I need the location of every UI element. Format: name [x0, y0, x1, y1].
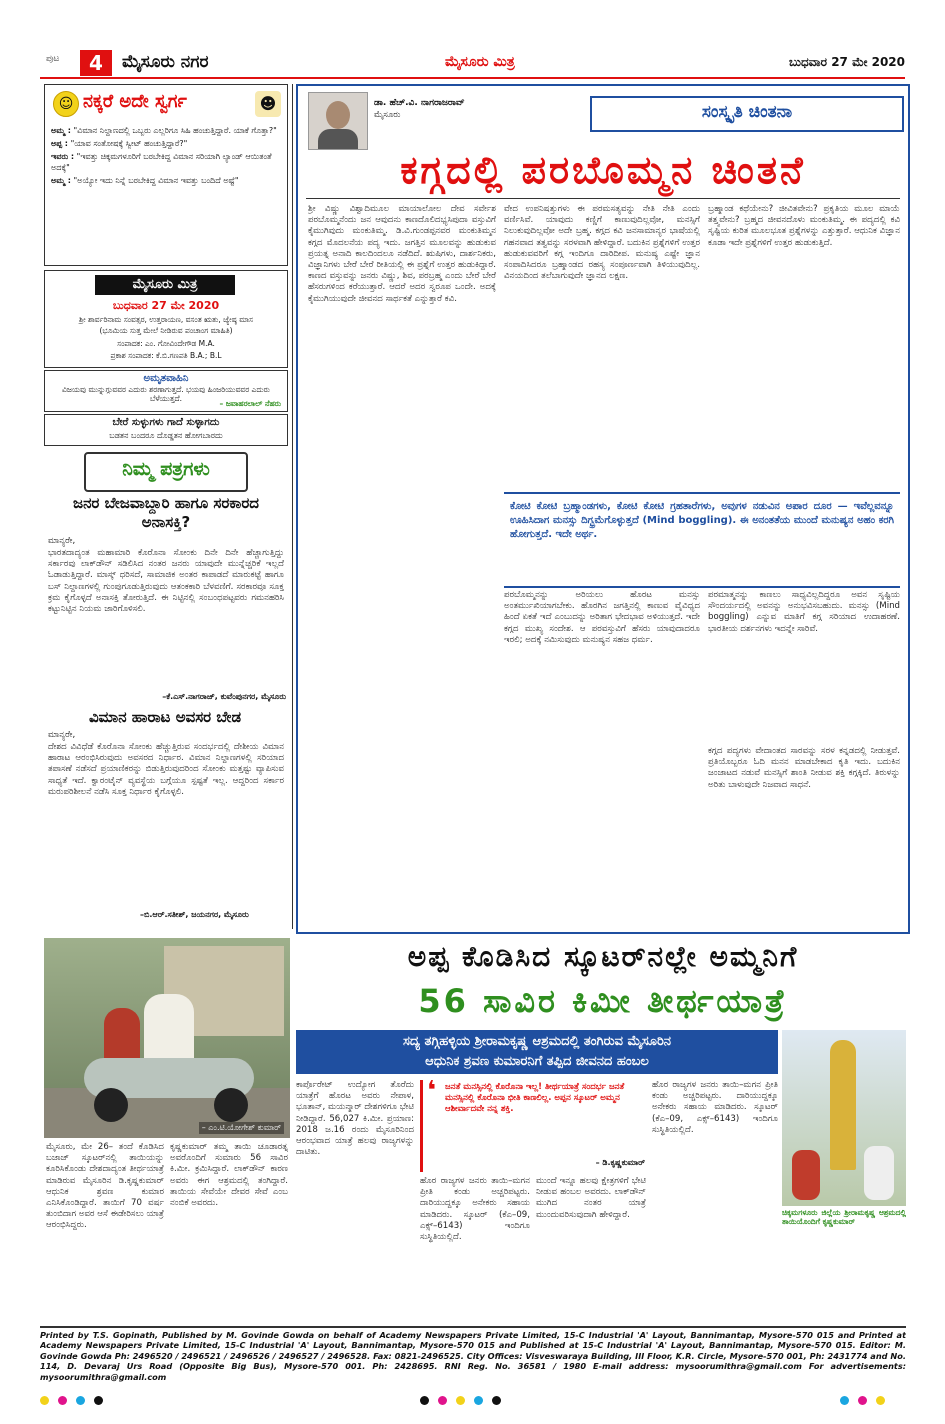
- left-column: [44, 84, 290, 804]
- photo-wheel: [94, 1088, 128, 1122]
- scooter-col-4: ಹೊರ ರಾಜ್ಯಗಳ ಜನರು ತಾಯಿ–ಮಗನ ಪ್ರೀತಿ ಕಂಡು ಅಚ್ಚರಿಪಟ್ಟರು. ದಾರಿಯುದ್ದಕ್ಕೂ ಅನೇಕರು ಸಹಾಯ ಮಾಡಿದರು. ಸ್ಕೂಟರ್ (ಕೆಎ–09, ಎಕ್ಸ್–6143) ಇಂದಿಗೂ ಸುಸ್ಥಿತಿಯಲ್ಲಿದೆ.: [420, 1176, 530, 1243]
- amrutavahini-title: ಅಮೃತವಾಹಿನಿ: [143, 373, 189, 384]
- author-photo: [308, 92, 368, 150]
- registration-dot: [492, 1396, 501, 1405]
- cartoon-icon: ☻: [255, 91, 281, 117]
- scooter-quote-author: – ಡಿ.ಕೃಷ್ಣಕುಮಾರ್: [595, 1158, 645, 1167]
- section-name: ಮೈಸೂರು ನಗರ: [122, 52, 209, 72]
- avatar-head: [326, 101, 350, 129]
- registration-dot: [840, 1396, 849, 1405]
- registration-dots-left: [40, 1390, 112, 1409]
- letter2-salute: ಮಾನ್ಯರೇ,: [48, 730, 76, 740]
- registration-dot: [76, 1396, 85, 1405]
- author-city: ಮೈಸೂರು: [374, 110, 401, 120]
- scooter-subhead-band: [296, 1030, 778, 1074]
- joke-box-title: ನಕ್ಕರೆ ಅದೇ ಸ್ವರ್ಗ: [83, 91, 187, 112]
- scooter-headline-line2: 56 ಸಾವಿರ ಕಿಮೀ ತೀರ್ಥಯಾತ್ರೆ: [418, 982, 788, 1020]
- info-box-date: ಬುಧವಾರ 27 ಮೇ 2020: [112, 299, 220, 312]
- feature-col-5: ಪರಮಾತ್ಮನನ್ನು ಕಾಣಲು ಸಾಧ್ಯವಿಲ್ಲದಿದ್ದರೂ ಅವನ ಸೃಷ್ಟಿಯ ಸೌಂದರ್ಯದಲ್ಲಿ ಅವನನ್ನು ಅನುಭವಿಸಬಹುದು. ಮನಸ್ಸು (Mind boggling) ಎನ್ನುವ ಮಾತಿಗೆ ಕಗ್ಗ ಸರಿಯಾದ ಉದಾಹರಣೆ. ಭಾರತೀಯ ದರ್ಶನಗಳು ಇದನ್ನೇ ಸಾರಿವೆ.: [708, 590, 900, 634]
- scooter-quote-text: ಜನತೆ ಮನಸ್ಸಿನಲ್ಲಿ ಕೊರೊನಾ ಇಲ್ಲ! ತೀರ್ಥಯಾತ್ರೆ ಸಂದರ್ಭ ಜನತೆ ಮನಸ್ಸಿನಲ್ಲಿ ಕೊರೊನಾ ಭೀತಿ ಕಾಣಲಿಲ್ಲ. ಅಪ್ಪನ ಸ್ಕೂಟರ್ ಅಮ್ಮನ ಆಶೀರ್ವಾದವೇ ನನ್ನ ಶಕ್ತಿ.: [445, 1082, 625, 1114]
- letter2-body: ದೇಶದ ವಿವಿಧೆಡೆ ಕೊರೊನಾ ಸೋಂಕು ಹೆಚ್ಚುತ್ತಿರುವ ಸಂದರ್ಭದಲ್ಲಿ ದೇಶೀಯ ವಿಮಾನ ಹಾರಾಟ ಆರಂಭಿಸಿರುವುದು ಅವಸರದ ನಿರ್ಧಾರ. ವಿಮಾನ ನಿಲ್ದಾಣಗಳಲ್ಲಿ ಸರಿಯಾದ ತಪಾಸಣೆ ನಡೆಸದೆ ಪ್ರಯಾಣಿಕರನ್ನು ಬಿಡುತ್ತಿರುವುದರಿಂದ ಸೋಂಕು ಮತ್ತಷ್ಟು ವ್ಯಾಪಿಸುವ ಸಾಧ್ಯತೆ ಇದೆ. ಕ್ವಾರಂಟೈನ್ ವ್ಯವಸ್ಥೆಯ ಬಗ್ಗೆಯೂ ಸ್ಪಷ್ಟತೆ ಇಲ್ಲ. ಆದ್ದರಿಂದ ಸರ್ಕಾರ ಮರುಪರಿಶೀಲನೆ ನಡೆಸಿ ಸೂಕ್ತ ನಿರ್ಧಾರ ಕೈಗೊಳ್ಳಲಿ.: [48, 742, 284, 797]
- info-box: [44, 270, 288, 368]
- registration-dot: [420, 1396, 429, 1405]
- author-name: ಡಾ. ಹೆಚ್.ವಿ. ನಾಗರಾಜರಾವ್: [374, 98, 465, 108]
- scooter-col-2: ಕೃಷ್ಣಕುಮಾರ್ ತಮ್ಮ ತಾಯಿ ಚೂಡಾರತ್ನ ಅವರೊಂದಿಗೆ ಸುಮಾರು 56 ಸಾವಿರ ಕಿ.ಮೀ. ಕ್ರಮಿಸಿದ್ದಾರೆ. ಲಾಕ್‌ಡೌನ್ ಕಾರಣ ಅವರು ಈಗ ಆಶ್ರಮದಲ್ಲಿ ತಂಗಿದ್ದಾರೆ. ತಾಯಿಯ ಸೇವೆಯೇ ದೇವರ ಸೇವೆ ಎಂಬ ನಂಬಿಕೆ ಅವರದು.: [170, 1142, 288, 1209]
- column-divider: [292, 84, 293, 929]
- scooter-headline-line1: ಅಪ್ಪ ಕೊಡಿಸಿದ ಸ್ಕೂಟರ್‌ನಲ್ಲೇ ಅಮ್ಮನಿಗೆ: [407, 940, 799, 973]
- letter1-salute: ಮಾನ್ಯರೇ,: [48, 536, 76, 546]
- joke-line: ಅಮ್ಮ : "ವಿಮಾನ ನಿಲ್ದಾಣದಲ್ಲಿ ಒಬ್ಬರು ಎಲ್ಲರಿಗೂ ಸಿಹಿ ಹಂಚುತ್ತಿದ್ದಾರೆ. ಯಾಕೆ ಗೊತ್ತಾ?": [51, 126, 277, 135]
- joke-box: [44, 84, 288, 266]
- laugh-emoji-icon: ☺: [53, 91, 79, 117]
- registration-dot: [474, 1396, 483, 1405]
- photo-people: [864, 1146, 894, 1200]
- letter1-body: ಭಾರತದಾದ್ಯಂತ ಮಹಾಮಾರಿ ಕೊರೊನಾ ಸೋಂಕು ದಿನೇ ದಿನೇ ಹೆಚ್ಚಾಗುತ್ತಿದ್ದು ಸರ್ಕಾರವು ಲಾಕ್‌ಡೌನ್ ಸಡಿಲಿಸಿದ ನಂತರ ಜನರು ಯಾವುದೇ ಮುನ್ನೆಚ್ಚರಿಕೆ ಇಲ್ಲದೆ ಓಡಾಡುತ್ತಿದ್ದಾರೆ. ಮಾಸ್ಕ್ ಧರಿಸದೆ, ಸಾಮಾಜಿಕ ಅಂತರ ಕಾಪಾಡದೆ ಮಾರುಕಟ್ಟೆ ಹಾಗೂ ಬಸ್ ನಿಲ್ದಾಣಗಳಲ್ಲಿ ಗುಂಪುಗೂಡುತ್ತಿರುವುದು ಆತಂಕಕಾರಿ ಬೆಳವಣಿಗೆ. ಸರಕಾರವೂ ಸೂಕ್ತ ಕ್ರಮ ಕೈಗೊಳ್ಳದೆ ಅನಾಸಕ್ತಿ ತೋರುತ್ತಿದೆ. ಈ ನಿಟ್ಟಿನಲ್ಲಿ ಸಂಬಂಧಪಟ್ಟವರು ಗಮನಹರಿಸಿ ಕಟ್ಟುನಿಟ್ಟಿನ ನಿಯಮ ಜಾರಿಗೊಳಿಸಲಿ.: [48, 548, 284, 615]
- registration-dots-right: [840, 1390, 894, 1409]
- scooter-subhead-line1: ಸದ್ಯ ತಗ್ಗಿಹಳ್ಳಿಯ ಶ್ರೀರಾಮಕೃಷ್ಣ ಆಶ್ರಮದಲ್ಲಿ ತಂಗಿರುವ ಮೈಸೂರಿನ: [402, 1034, 672, 1049]
- photo-wheel: [214, 1088, 248, 1122]
- paper-name-header: ಮೈಸೂರು ಮಿತ್ರ: [445, 54, 515, 70]
- registration-dot: [438, 1396, 447, 1405]
- avatar-body: [318, 129, 358, 149]
- amrutavahini-box: [44, 370, 288, 412]
- joke-line: ಅಮ್ಮ : "ಅಯ್ಯೋ ಇದು ನಿನ್ನೆ ಬರಬೇಕಿದ್ದ ವಿಮಾನ ಇವತ್ತು ಬಂದಿದೆ ಅಷ್ಟೆ": [51, 176, 239, 185]
- page-number: 4: [80, 50, 112, 76]
- photo-people: [792, 1150, 820, 1200]
- page-label: ಪುಟ: [46, 54, 60, 64]
- masthead-rule: [40, 77, 905, 79]
- scooter-col-1: ಮೈಸೂರು, ಮೇ 26– ತಂದೆ ಕೊಡಿಸಿದ ಬಜಾಜ್ ಸ್ಕೂಟರ್‌ನಲ್ಲಿ ತಾಯಿಯನ್ನು ಕೂರಿಸಿಕೊಂಡು ದೇಶದಾದ್ಯಂತ ತೀರ್ಥಯಾತ್ರೆ ಮಾಡಿರುವ ಮೈಸೂರಿನ ಡಿ.ಕೃಷ್ಣಕುಮಾರ್ ಆಧುನಿಕ ಶ್ರವಣ ಕುಮಾರ ಎನಿಸಿಕೊಂಡಿದ್ದಾರೆ. ತಾಯಿಗೆ 70 ವರ್ಷ ತುಂಬಿದಾಗ ಅವರ ಆಸೆ ಈಡೇರಿಸಲು ಯಾತ್ರೆ ಆರಂಭಿಸಿದ್ದರು.: [46, 1142, 164, 1231]
- photo-credit: – ಎಂ.ಟಿ.ಯೋಗೇಶ್ ಕುಮಾರ್: [199, 1122, 284, 1134]
- scooter-col-3: ಕಾರ್ಪೊರೇಟ್ ಉದ್ಯೋಗ ತೊರೆದು ಯಾತ್ರೆಗೆ ಹೊರಟ ಅವರು ನೇಪಾಳ, ಭೂತಾನ್, ಮಯನ್ಮಾರ್ ದೇಶಗಳಿಗೂ ಭೇಟಿ ನೀಡಿದ್ದಾರೆ. 56,027 ಕಿ.ಮೀ. ಪ್ರಯಾಣ: 2018 ಜ.16 ರಂದು ಮೈಸೂರಿನಿಂದ ಆರಂಭವಾದ ಯಾತ್ರೆ ಹಲವು ರಾಜ್ಯಗಳನ್ನು ದಾಟಿತು.: [296, 1080, 414, 1158]
- feature-headline: ಕಗ್ಗದಲ್ಲಿ ಪರಬೊಮ್ಮನ ಚಿಂತನೆ: [400, 148, 806, 192]
- feature-col-3: ಪರಬೊಮ್ಮನನ್ನು ಅರಿಯಲು ಹೊರಟ ಮನಸ್ಸು ಅಂತರ್ಮುಖಿಯಾಗಬೇಕು. ಹೊರಗಿನ ಜಗತ್ತಿನಲ್ಲಿ ಕಾಣುವ ವೈವಿಧ್ಯದ ಹಿಂದೆ ಏಕತೆ ಇದೆ ಎಂಬುದನ್ನು ಅರಿತಾಗ ಭೇದಭಾವ ಅಳಿಯುತ್ತದೆ. ಇದೇ ಕಗ್ಗದ ಮುಖ್ಯ ಸಂದೇಶ. ಆ ಪರವಸ್ತುವಿಗೆ ಹೆಸರು ಯಾವುದಾದರೂ ಇರಲಿ; ಅದಕ್ಕೆ ನಮಿಸುವುದು ಮನುಷ್ಯನ ಸಹಜ ಧರ್ಮ.: [504, 590, 700, 645]
- scooter-col-6: ಹೊರ ರಾಜ್ಯಗಳ ಜನರು ತಾಯಿ–ಮಗನ ಪ್ರೀತಿ ಕಂಡು ಅಚ್ಚರಿಪಟ್ಟರು. ದಾರಿಯುದ್ದಕ್ಕೂ ಅನೇಕರು ಸಹಾಯ ಮಾಡಿದರು. ಸ್ಕೂಟರ್ (ಕೆಎ–09, ಎಕ್ಸ್–6143) ಇಂದಿಗೂ ಸುಸ್ಥಿತಿಯಲ್ಲಿದೆ.: [652, 1080, 778, 1135]
- registration-dot: [94, 1396, 103, 1405]
- registration-dot: [876, 1396, 885, 1405]
- letters-banner-text: ನಿಮ್ಮ ಪತ್ರಗಳು: [122, 458, 210, 480]
- registration-dot: [58, 1396, 67, 1405]
- scooter-photo: [44, 938, 290, 1138]
- headline-rule: [306, 198, 900, 199]
- ashram-photo-caption: ಚಿಕ್ಕಮಗಳೂರು ಜಿಲ್ಲೆಯ ಶ್ರೀರಾಮಕೃಷ್ಣ ಆಶ್ರಮದಲ್ಲಿ ತಾಯಿಯೊಂದಿಗೆ ಕೃಷ್ಣಕುಮಾರ್: [782, 1208, 906, 1226]
- date-header: ಬುಧವಾರ 27 ಮೇ 2020: [789, 55, 905, 69]
- registration-dot: [858, 1396, 867, 1405]
- saying-text: ಬಡತನ ಬಂದರೂ ದೊಡ್ಡತನ ಹೋಗಬಾರದು: [109, 431, 223, 440]
- feature-col-2: ವೇದ ಉಪನಿಷತ್ತುಗಳು ಈ ಪರಮಸತ್ಯವನ್ನು ನೇತಿ ನೇತಿ ಎಂದು ವರ್ಣಿಸಿವೆ. ಯಾವುದು ಕಣ್ಣಿಗೆ ಕಾಣುವುದಿಲ್ಲವೋ, ಮನಸ್ಸಿಗೆ ನಿಲುಕುವುದಿಲ್ಲವೋ ಅದೇ ಬ್ರಹ್ಮ. ಕಗ್ಗದ ಕವಿ ಜನಸಾಮಾನ್ಯರ ಭಾಷೆಯಲ್ಲಿ ಗಹನವಾದ ತತ್ವವನ್ನು ಸರಳವಾಗಿ ಹೇಳಿದ್ದಾರೆ. ಬದುಕಿನ ಪ್ರಶ್ನೆಗಳಿಗೆ ಉತ್ತರ ಹುಡುಕುವವರಿಗೆ ಕಗ್ಗ ಇಂದಿಗೂ ದಾರಿದೀಪ. ಮನುಷ್ಯ ಎಷ್ಟೇ ಜ್ಞಾನ ಸಂಪಾದಿಸಿದರೂ ಬ್ರಹ್ಮಾಂಡದ ರಹಸ್ಯ ಸಂಪೂರ್ಣವಾಗಿ ತಿಳಿಯುವುದಿಲ್ಲ. ವಿನಯದಿಂದ ತಲೆಬಾಗುವುದೇ ಜ್ಞಾನದ ಲಕ್ಷಣ.: [504, 204, 700, 282]
- letter1-author: –ಕೆ.ಎಸ್.ನಾಗರಾಜ್, ಕುವೆಂಪುನಗರ, ಮೈಸೂರು: [162, 692, 286, 701]
- column-name: ಸಂಸ್ಕೃತಿ ಚಿಂತನಾ: [701, 102, 793, 122]
- scooter-quote-box: [420, 1076, 649, 1172]
- letter2-author: –ಬಿ.ಆರ್.ಸತೀಶ್, ಜಯನಗರ, ಮೈಸೂರು: [140, 910, 249, 919]
- registration-dots-center: [420, 1390, 510, 1409]
- registration-dot: [40, 1396, 49, 1405]
- letters-banner: [84, 452, 248, 492]
- amrutavahini-author: – ಜವಾಹರಲಾಲ್ ನೆಹರು: [219, 399, 281, 408]
- footer-rule: [40, 1326, 906, 1328]
- letter2-title: ವಿಮಾನ ಹಾರಾಟ ಅವಸರ ಬೇಡ: [88, 708, 242, 726]
- joke-lines: [51, 125, 281, 186]
- feature-quote-box: [504, 492, 900, 588]
- joke-line: ಇವರು : "ಇವತ್ತು ಚಿಕ್ಕಮಗಳೂರಿಗೆ ಬರಬೇಕಿದ್ದ ವಿಮಾನ ಸರಿಯಾಗಿ ಲ್ಯಾಂಡ್ ಆಯಿತಂತೆ ಅದಕ್ಕೆ": [51, 152, 272, 172]
- registration-dot: [456, 1396, 465, 1405]
- feature-quote-text: ಕೋಟಿ ಕೋಟಿ ಬ್ರಹ್ಮಾಂಡಗಳು, ಕೋಟಿ ಕೋಟಿ ಗ್ರಹತಾರೆಗಳು, ಅವುಗಳ ನಡುವಿನ ಅಪಾರ ದೂರ — ಇವೆಲ್ಲವನ್ನೂ ಊಹಿಸಿದಾಗ ಮನಸ್ಸು ದಿಗ್ಭ್ರಮೆಗೊಳ್ಳುತ್ತದೆ (Mind boggling). ಈ ಅನಂತತೆಯ ಮುಂದೆ ಮನುಷ್ಯನ ಅಹಂ ಕರಗಿ ಹೋಗುತ್ತದೆ. ಇದೇ ಅರ್ಥ.: [510, 501, 894, 540]
- info-box-editor: ಸಂಪಾದಕ: ಎಂ. ಗೋವಿಂದೇಗೌಡ M.A.: [117, 339, 215, 348]
- scooter-subhead-line2: ಆಧುನಿಕ ಶ್ರವಣ ಕುಮಾರನಿಗೆ ತಪ್ಪಿದ ಜೀವನದ ಹಂಬಲ: [425, 1054, 649, 1069]
- ashram-photo: [782, 1030, 906, 1206]
- saying-box: [44, 414, 288, 446]
- scooter-col-5: ಮುಂದೆ ಇನ್ನೂ ಹಲವು ಕ್ಷೇತ್ರಗಳಿಗೆ ಭೇಟಿ ನೀಡುವ ಹಂಬಲ ಅವರದು. ಲಾಕ್‌ಡೌನ್ ಮುಗಿದ ನಂತರ ಯಾತ್ರೆ ಮುಂದುವರಿಸುವುದಾಗಿ ಹೇಳಿದ್ದಾರೆ.: [536, 1176, 646, 1220]
- feature-col-1: ಶ್ರೀ ವಿಷ್ಣು ವಿಶ್ವಾದಿಮೂಲ ಮಾಯಾಲೋಲ ದೇವ ಸರ್ವೇಶ ಪರಬೊಮ್ಮನೆಂದು ಜನ ಆವುದನು ಕಾಣದೊಲಿದಭ್ಯಸಿಪುದಾ ವಸ್ತುವಿಗೆ ಕೈಮುಗಿವುದು ಮಂಕುತಿಮ್ಮ. ಡಿ.ವಿ.ಗುಂಡಪ್ಪನವರ ಮಂಕುತಿಮ್ಮನ ಕಗ್ಗದ ಮೊದಲನೆಯ ಪದ್ಯ ಇದು. ಜಗತ್ತಿನ ಮೂಲವನ್ನು ಹುಡುಕುವ ಪ್ರಯತ್ನ ಅನಾದಿ ಕಾಲದಿಂದಲೂ ನಡೆದಿದೆ. ಋಷಿಗಳು, ದಾರ್ಶನಿಕರು, ವಿಜ್ಞಾನಿಗಳು ಬೇರೆ ಬೇರೆ ರೀತಿಯಲ್ಲಿ ಈ ಪ್ರಶ್ನೆಗೆ ಉತ್ತರ ಹುಡುಕಿದ್ದಾರೆ. ಕಾಣದ ವಸ್ತುವನ್ನು ಜನರು ವಿಷ್ಣು, ಶಿವ, ಪರಬ್ರಹ್ಮ ಎಂದು ಬೇರೆ ಬೇರೆ ಹೆಸರುಗಳಿಂದ ಕರೆಯುತ್ತಾರೆ. ಆದರೆ ಅದರ ಸ್ವರೂಪ ಒಂದೇ. ಅದಕ್ಕೆ ಕೈಮುಗಿಯುವುದೇ ಜೀವನದ ಸಾರ್ಥಕತೆ ಎನ್ನುತ್ತಾರೆ ಕವಿ.: [308, 204, 496, 304]
- letter1-title: ಜನರ ಬೇಜವಾಬ್ದಾರಿ ಹಾಗೂ ಸರಕಾರದ ಅನಾಸಕ್ತಿ?: [73, 494, 259, 531]
- feature-col-4: ಬ್ರಹ್ಮಾಂಡ ಕಥೆಯೇನು? ಜೀವಿತವೇನು? ಪ್ರಕೃತಿಯ ಮೂಲ ಮಾಯೆ ತತ್ತ್ವವೇನು? ಬ್ರಹ್ಮದ ಜೀವನದೊಳು ಮಂಕುತಿಮ್ಮ. ಈ ಪದ್ಯದಲ್ಲಿ ಕವಿ ಸೃಷ್ಟಿಯ ಕುರಿತ ಮೂಲಭೂತ ಪ್ರಶ್ನೆಗಳನ್ನು ಎತ್ತುತ್ತಾರೆ. ಆಧುನಿಕ ವಿಜ್ಞಾನ ಕೂಡಾ ಇದೇ ಪ್ರಶ್ನೆಗಳಿಗೆ ಉತ್ತರ ಹುಡುಕುತ್ತಿದೆ.: [708, 204, 900, 248]
- column-name-band: [590, 96, 904, 132]
- joke-line: ಅಪ್ಪ : "ಯಾವ ಸಂತೋಷಕ್ಕೆ ಸ್ವೀಟ್ ಹಂಚುತ್ತಿದ್ದಾರೆ?": [51, 139, 188, 148]
- feature-article: [296, 84, 910, 934]
- saying-title: ಬೇರೆ ಸುಳ್ಳುಗಳು ಗಾದೆ ಸುಳ್ಳಾಗದು: [112, 417, 220, 428]
- feature-col-6: ಕಗ್ಗದ ಪದ್ಯಗಳು ವೇದಾಂತದ ಸಾರವನ್ನು ಸರಳ ಕನ್ನಡದಲ್ಲಿ ನೀಡುತ್ತವೆ. ಪ್ರತಿಯೊಬ್ಬರೂ ಓದಿ ಮನನ ಮಾಡಬೇಕಾದ ಕೃತಿ ಇದು. ಬದುಕಿನ ಜಂಜಾಟದ ನಡುವೆ ಮನಸ್ಸಿಗೆ ಶಾಂತಿ ನೀಡುವ ಶಕ್ತಿ ಕಗ್ಗಕ್ಕಿದೆ. ತಿರುಳನ್ನು ಅರಿತು ಬಾಳುವುದೇ ನಿಜವಾದ ಸಾಧನೆ.: [708, 746, 900, 790]
- footer-imprint: Printed by T.S. Gopinath, Published by M. Govinde Gowda on behalf of Academy Newspapers Private Limited, 15-C Industrial 'A' Layout, Bannimantap, Mysore-570 015 and Printed at Academy Newspapers Private Limited, 15-C Industrial 'A' Layout, Bannimantap, Mysore-570 015 and Published at 15-C Industrial 'A' Layout, Bannimantap, Mysore-570 015. Editor: M. Govinde Gowda Ph: 2496520 / 2496521 / 2496526 / 2496527 / 2496528. Fax: 0821-2496525. City Offices: Visveswaraya Building, III Floor, K.R. Circle, Mysore-570 001, Ph: 2431774 and No. 114, D. Devaraj Urs Road (Opposite Big Bus), Mysore-570 001. Ph: 2428695. RNI Reg. No. 36581 / 1980 E-mail address: mysoorumithra@gmail.com For advertisements: mysoorumithra@gmail.com: [40, 1330, 906, 1382]
- photo-statue: [830, 1040, 856, 1170]
- info-box-note: (ಭೂಮಿಯ ಸುತ್ತ ಮೇಲೆ ನೀಡಿರುವ ಪಂಚಾಂಗ ಮಾಹಿತಿ): [99, 326, 233, 335]
- info-box-calendar: ಶ್ರೀ ಶಾರ್ವರಿನಾಮ ಸಂವತ್ಸರ, ಉತ್ತರಾಯಣ, ವಸಂತ ಋತು, ಜ್ಯೇಷ್ಠ ಮಾಸ: [79, 315, 253, 324]
- info-box-publisher: ಪ್ರಕಾಶ ಸಂಪಾದಕ: ಕೆ.ಬಿ.ಗಣಪತಿ B.A.; B.L: [110, 351, 222, 360]
- amrutavahini-text: ವಿಜಯವು ಮುನ್ನುಗ್ಗುವವರ ಎದುರು ಶರಣಾಗುತ್ತದೆ. ಭಯವು ಹಿಂಜರಿಯುವವರ ಎದುರು ಬೆಳೆಯುತ್ತದೆ.: [62, 385, 270, 403]
- masthead: [40, 48, 905, 78]
- quote-mark-icon: ❛: [427, 1076, 437, 1106]
- info-box-paper-name: ಮೈಸೂರು ಮಿತ್ರ: [95, 275, 235, 295]
